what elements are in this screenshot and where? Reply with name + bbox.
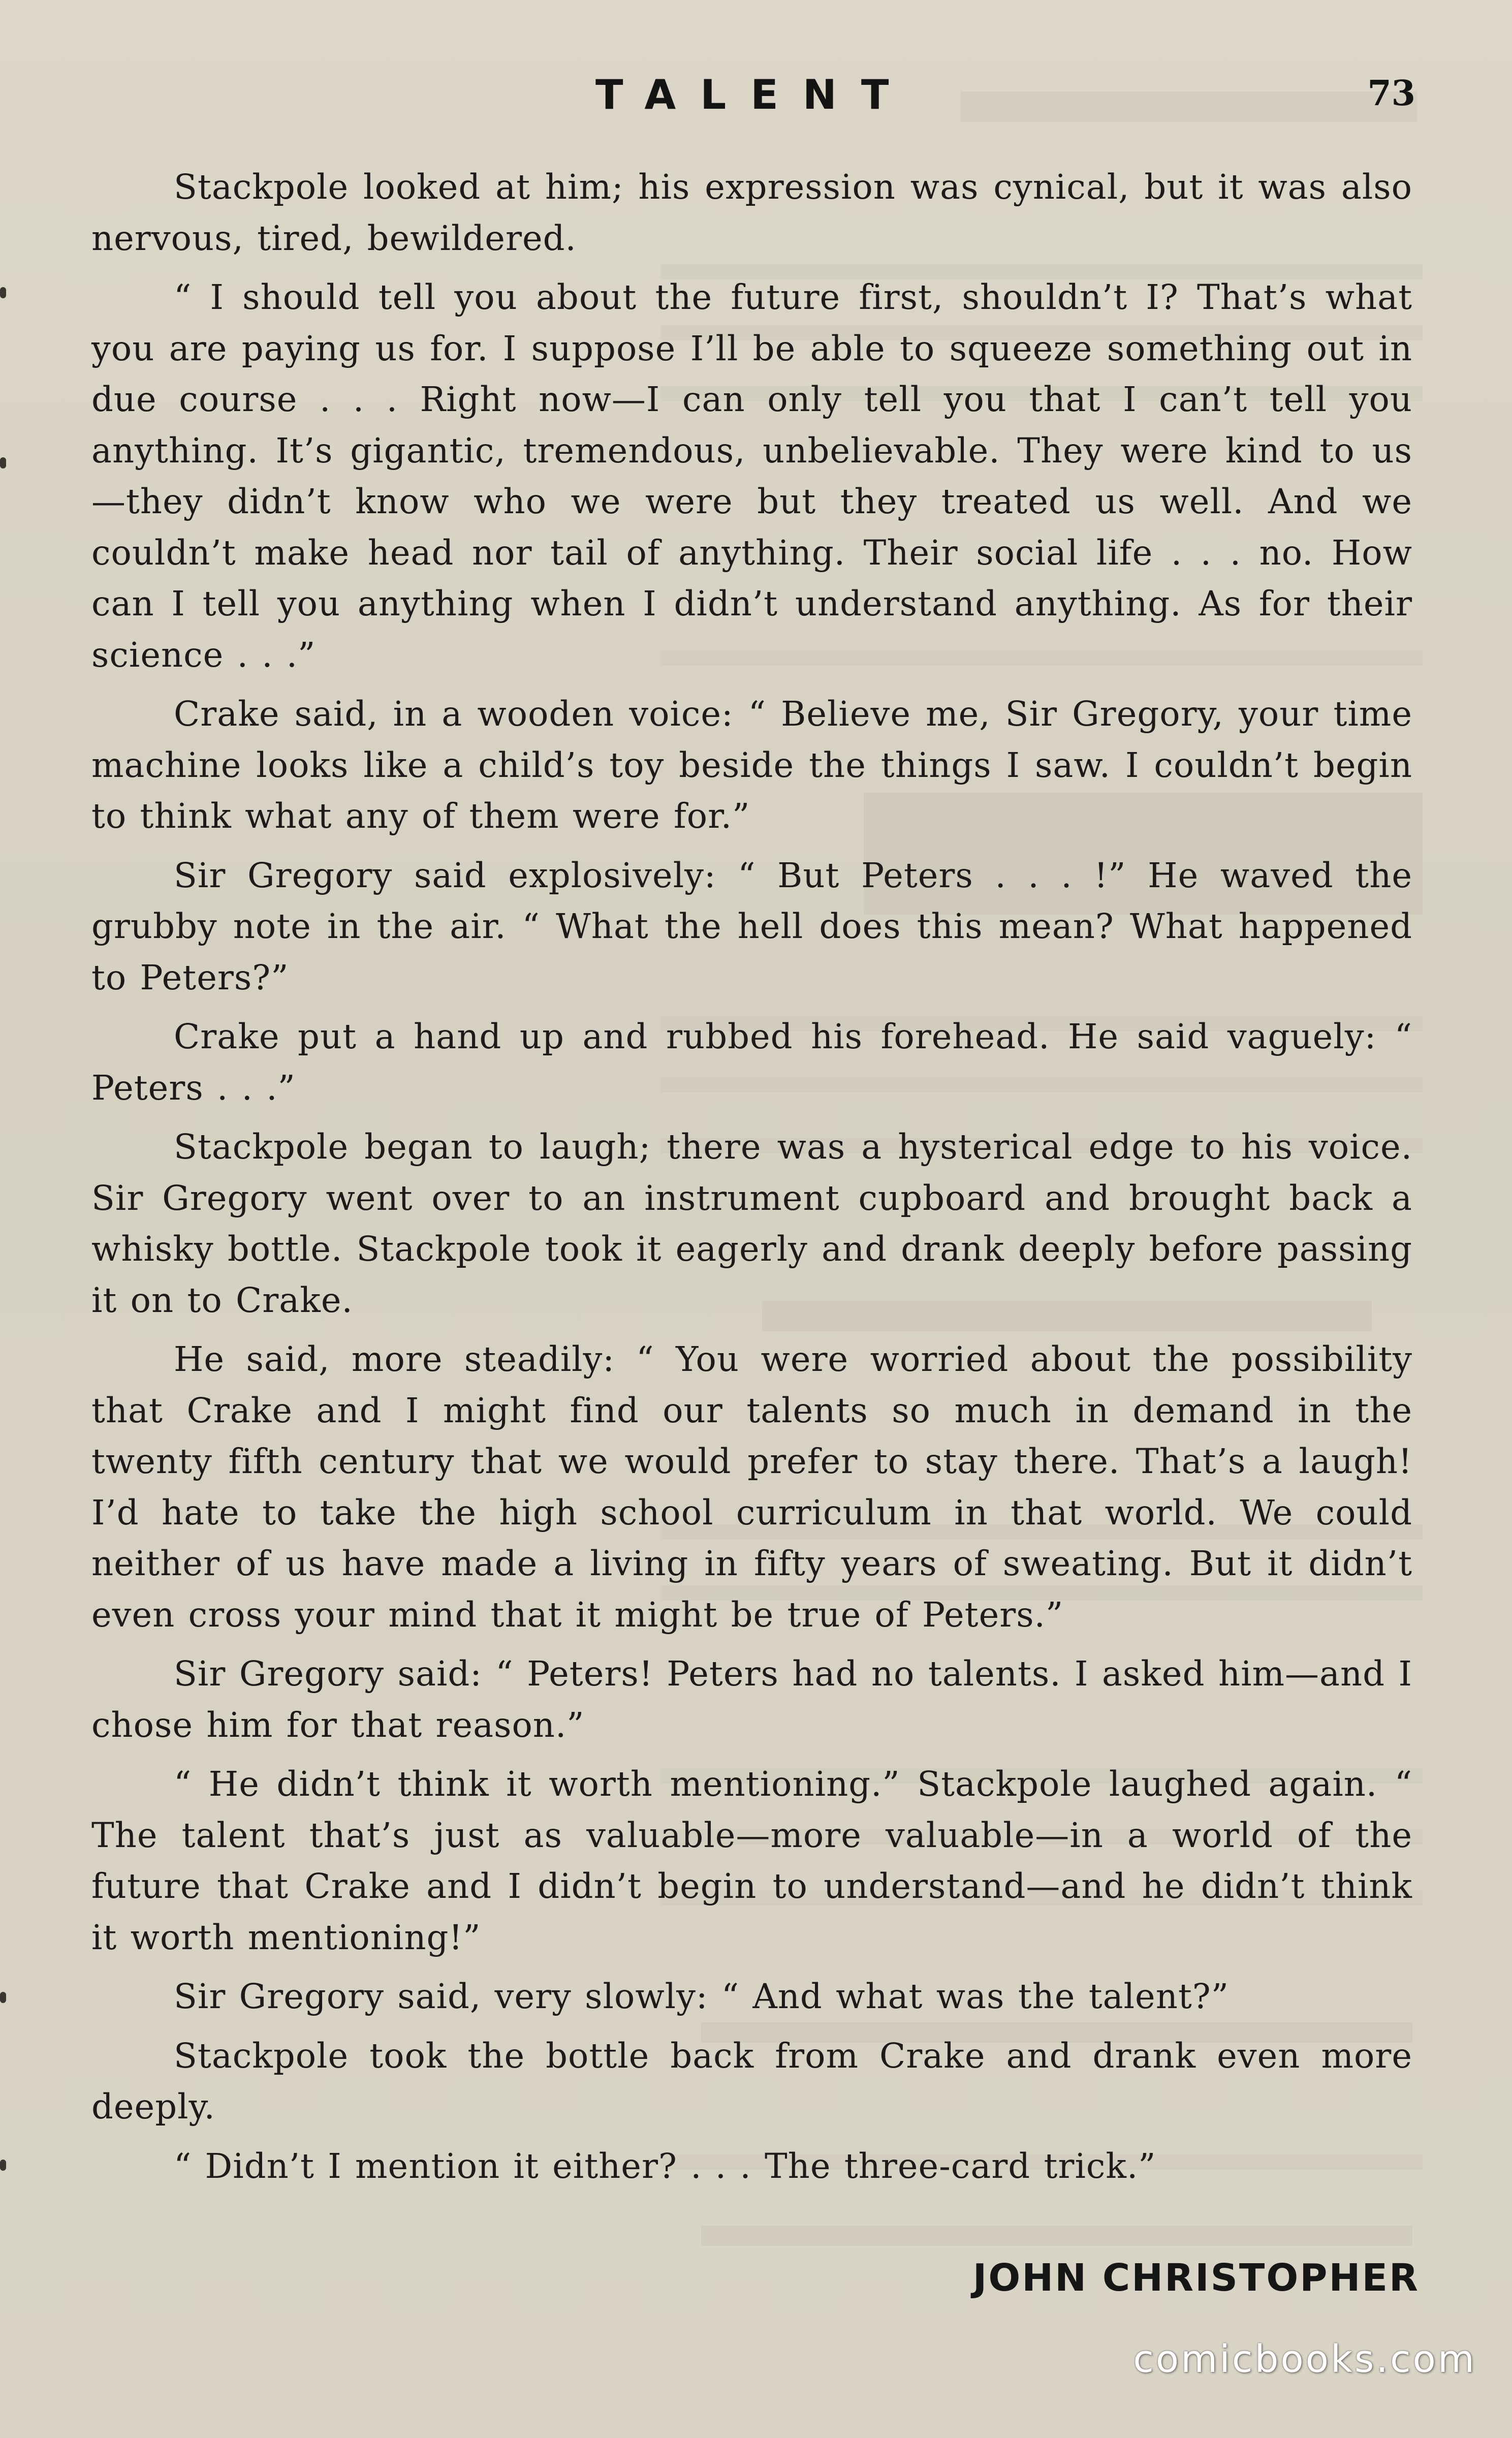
paragraph: “ Didn’t I mention it either? . . . The three-card trick.” [174,2146,1156,2186]
page-header [91,71,1415,127]
binding-mark [0,287,6,298]
paragraph: Sir Gregory said: “ Peters! Peters had no talents. I asked him—and I chose him for that reason.” [91,1654,1412,1745]
page-number: 73 [1367,73,1415,114]
paragraph: “ He didn’t think it worth mentioning.” Stackpole laughed again. “ The talent that’s just as valuable—more valuable—in a world of the future that Crake and I didn’t begin to understand—and he didn’t think it worth mentioning!” [91,1764,1412,1957]
paragraph: Stackpole began to laugh; there was a hysterical edge to his voice. Sir Gregory went over to an instrument cupboard and brought back a whisky bottle. Stackpole took it eagerly and drank deeply before passing it on to Crake. [91,1127,1412,1320]
binding-mark [0,2160,6,2171]
paragraph: “ I should tell you about the future first, shouldn’t I? That’s what you are paying us for. I suppose I’ll be able to squeeze something out in due course . . . Right now—I can only tell you that I can’t tell you anything. It’s gigantic, tremendous, unbelievable. They were kind to us—they didn’t know who we were but they treated us well. And we couldn’t make head nor tail of anything. Their social life . . . no. How can I tell you anything when I didn’t understand anything. As for their science . . .” [91,277,1412,675]
running-title: TALENT [595,71,914,118]
paragraph: Sir Gregory said explosively: “ But Peters . . . !” He waved the grubby note in the air. “ What the hell does this mean? What happened to Peters?” [91,855,1412,997]
paragraph: He said, more steadily: “ You were worried about the possibility that Crake and I might find our talents so much in demand in the twenty fifth century that we would prefer to stay there. That’s a laugh! I’d hate to take the high school curriculum in that world. We could neither of us have made a living in fifty years of sweating. But it didn’t even cross your mind that it might be true of Peters.” [91,1339,1412,1635]
story-body [91,162,1412,2200]
binding-mark [0,457,6,468]
paragraph: Crake said, in a wooden voice: “ Believe me, Sir Gregory, your time machine looks like a child’s toy beside the things I saw. I couldn’t begin to think what any of them were for.” [91,694,1412,836]
author-byline: JOHN CHRISTOPHER [972,2256,1420,2300]
paragraph: Stackpole looked at him; his expression was cynical, but it was also nervous, tired, bewildered. [91,167,1412,258]
binding-mark [0,1992,6,2003]
paragraph: Stackpole took the bottle back from Crake and drank even more deeply. [91,2036,1412,2127]
paragraph: Sir Gregory said, very slowly: “ And what was the talent?” [174,1977,1229,2016]
site-watermark: comicbooks.com [1133,2337,1476,2381]
paragraph: Crake put a hand up and rubbed his forehead. He said vaguely: “ Peters . . .” [91,1017,1412,1108]
